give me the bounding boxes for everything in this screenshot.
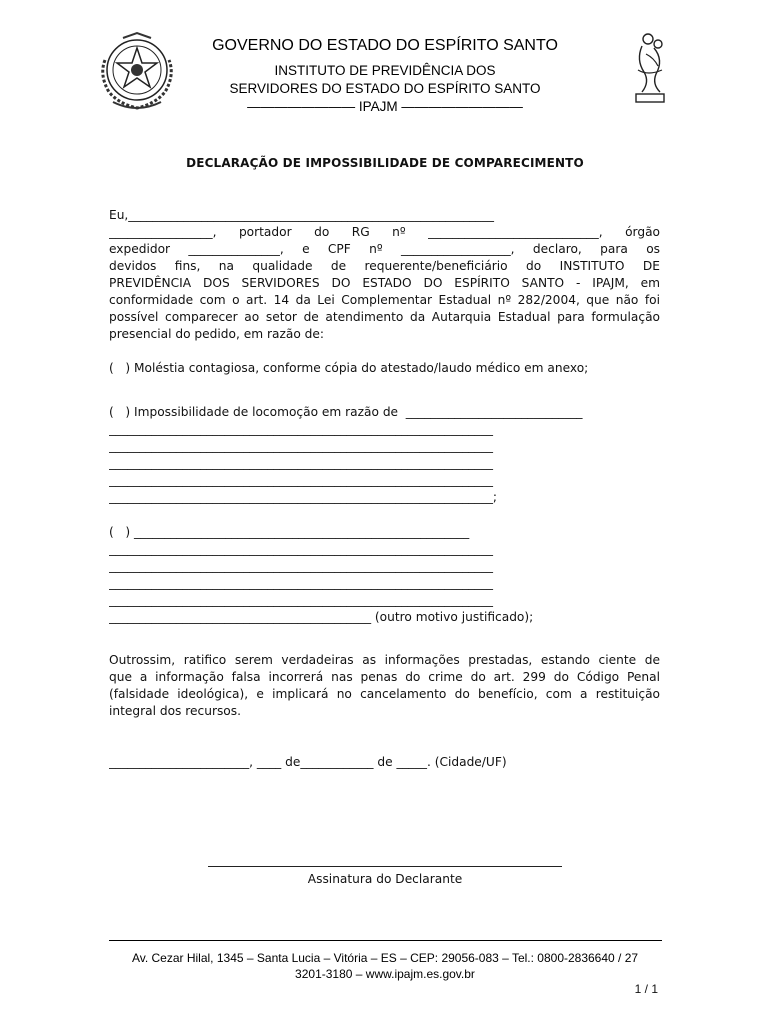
blank-line[interactable]: _______________________________________________________________ — [109, 576, 493, 590]
institute-name-line1: INSTITUTO DE PREVIDÊNCIA DOS — [274, 63, 496, 78]
signature-line[interactable] — [208, 866, 562, 867]
option-line[interactable]: ( ) _______________________________________________________ — [109, 525, 470, 539]
option-line[interactable]: ( ) Impossibilidade de locomoção em razão de _____________________________ — [109, 405, 583, 419]
ratification-line: Outrossim, ratifico serem verdadeiras as informações prestadas, estando ciente de — [109, 653, 660, 667]
date-line[interactable]: _______________________, ____ de____________ de _____. (Cidade/UF) — [109, 755, 507, 769]
footer-line2: 3201-3180 – www.ipajm.es.gov.br — [295, 967, 475, 981]
intro-line[interactable]: _________________, portador do RG nº ____________________________, órgão — [109, 225, 660, 239]
option-other-reason[interactable] — [109, 524, 660, 626]
footer-line1: Av. Cezar Hilal, 1345 – Santa Lucia – Vitória – ES – CEP: 29056-083 – Tel.: 0800-2836640 / 27 — [131, 951, 639, 965]
signature-label: Assinatura do Declarante — [307, 872, 463, 886]
blank-line[interactable]: _______________________________________________________________ — [109, 456, 493, 470]
intro-paragraph — [109, 207, 660, 343]
ratification-line: integral dos recursos. — [109, 704, 241, 718]
footer-divider — [109, 940, 662, 941]
document-title: DECLARAÇÃO DE IMPOSSIBILIDADE DE COMPARECIMENTO — [186, 156, 584, 170]
intro-line: possível comparecer ao setor de atendimento da Autarquia Estadual para formulação — [109, 310, 660, 324]
intro-line: PREVIDÊNCIA DOS SERVIDORES DO ESTADO DO ESPÍRITO SANTO - IPAJM, em — [109, 276, 660, 290]
footer-address — [100, 950, 670, 982]
ratification-line: que a informação falsa incorrerá nas penas do crime do art. 299 do Código Penal — [109, 670, 660, 684]
org-name: GOVERNO DO ESTADO DO ESPÍRITO SANTO — [212, 37, 558, 54]
intro-line: devidos fins, na qualidade de requerente/beneficiário do INSTITUTO DE — [109, 259, 660, 273]
institute-name-line2: SERVIDORES DO ESTADO DO ESPÍRITO SANTO — [229, 81, 541, 96]
option-line[interactable]: ( ) Moléstia contagiosa, conforme cópia do atestado/laudo médico em anexo; — [109, 361, 589, 375]
option-mobility-impossibility[interactable] — [109, 404, 660, 506]
intro-line: conformidade com o art. 14 da Lei Complementar Estadual nº 282/2004, que não foi — [109, 293, 660, 307]
blank-line[interactable]: _______________________________________________________________ — [109, 422, 493, 436]
blank-line[interactable]: _______________________________________________________________; — [109, 490, 498, 504]
date-place-field[interactable] — [109, 754, 660, 771]
blank-line[interactable]: ___________________________________________ (outro motivo justificado); — [109, 610, 534, 624]
blank-line[interactable]: _______________________________________________________________ — [109, 559, 493, 573]
intro-line: presencial do pedido, em razão de: — [109, 327, 324, 341]
page-number: 1 / 1 — [634, 982, 658, 996]
blank-line[interactable]: _______________________________________________________________ — [109, 439, 493, 453]
blank-line[interactable]: _______________________________________________________________ — [109, 593, 493, 607]
intro-line[interactable]: expedidor _______________, e CPF nº __________________, declaro, para os — [109, 242, 660, 256]
intro-line[interactable]: Eu,____________________________________________________________ — [109, 208, 494, 222]
option-contagious-disease[interactable] — [109, 360, 660, 377]
blank-line[interactable]: _______________________________________________________________ — [109, 542, 493, 556]
ratification-line: (falsidade ideológica), e implicará no cancelamento do benefício, com a restituição — [109, 687, 660, 701]
blank-line[interactable]: _______________________________________________________________ — [109, 473, 493, 487]
acronym-line: ———————— IPAJM ————————— — [247, 99, 523, 114]
ratification-paragraph — [109, 652, 660, 720]
